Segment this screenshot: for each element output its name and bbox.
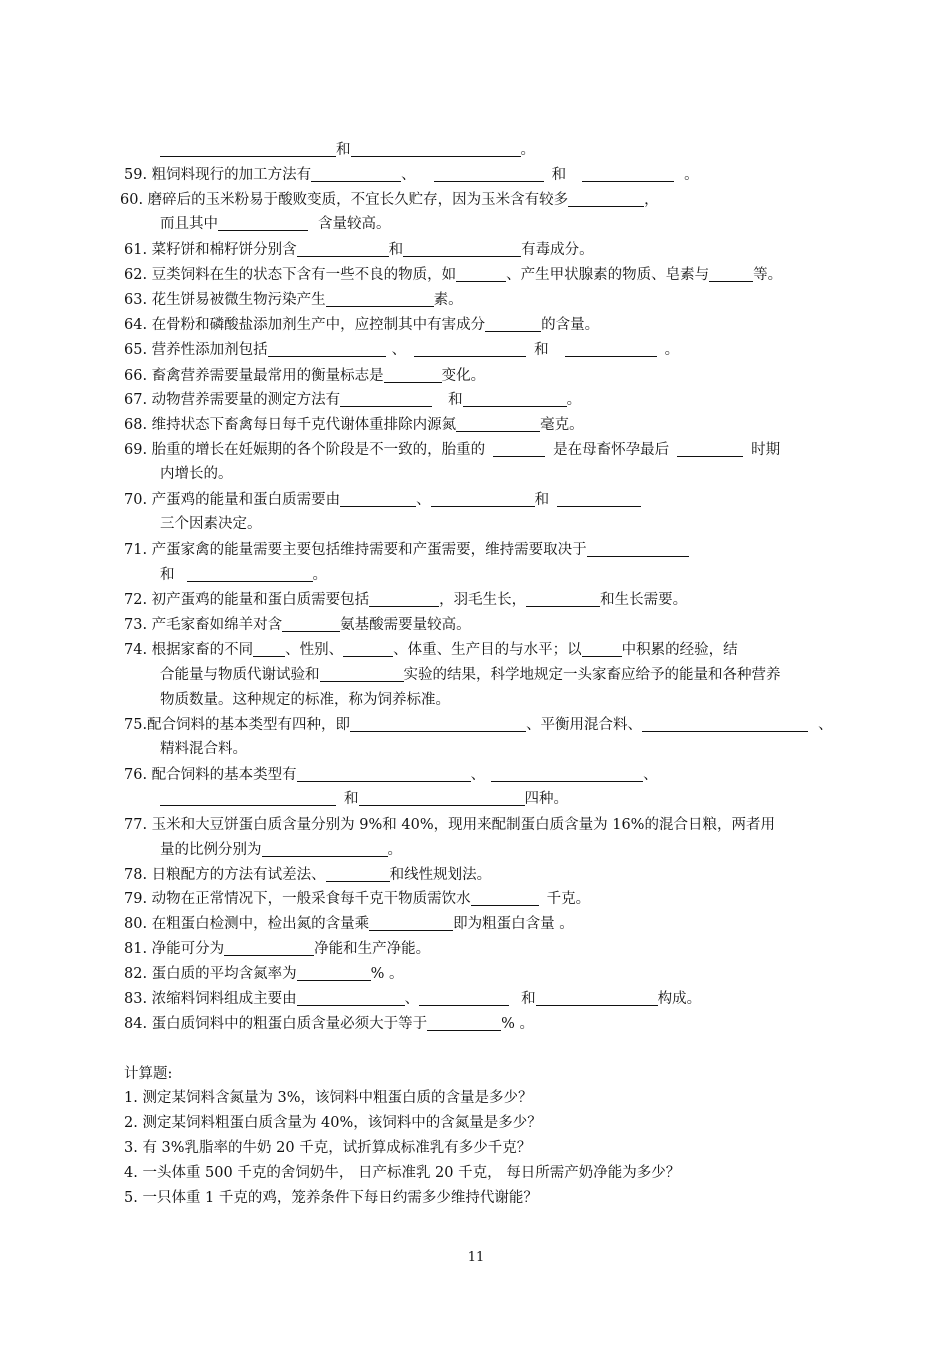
page-number: 11 xyxy=(467,1250,485,1265)
blank[interactable] xyxy=(419,991,509,1006)
question-83: 83. 浓缩料饲料组成主要由 、 和 构成。 xyxy=(124,991,702,1007)
blank[interactable] xyxy=(320,667,404,682)
question-64: 64. 在骨粉和磷酸盐添加剂生产中，应控制其中有害成分 的含量。 xyxy=(124,317,600,333)
blank[interactable] xyxy=(224,941,314,956)
blank[interactable] xyxy=(282,617,340,632)
question-84: 84. 蛋白质饲料中的粗蛋白质含量必须大于等于 % 。 xyxy=(124,1016,535,1032)
blank[interactable] xyxy=(582,167,674,182)
question-78: 78. 日粮配方的方法有试差法、 和线性规划法。 xyxy=(124,867,492,883)
blank[interactable] xyxy=(297,242,389,257)
blank[interactable] xyxy=(160,142,336,157)
blank[interactable] xyxy=(359,791,525,806)
blank[interactable] xyxy=(456,417,540,432)
q58-continuation: 和 。 xyxy=(160,140,535,160)
question-65: 65. 营养性添加剂包括 、 和 。 xyxy=(124,342,680,358)
blank[interactable] xyxy=(350,717,526,732)
question-77: 77. 玉米和大豆饼蛋白质含量分别为 9%和 40%，现用来配制蛋白质含量为 16%的混合日粮，两者用 xyxy=(124,817,775,833)
question-63: 63. 花生饼易被微生物污染产生 素。 xyxy=(124,292,463,308)
blank[interactable] xyxy=(565,342,657,357)
blank[interactable] xyxy=(485,317,541,332)
blank[interactable] xyxy=(262,842,388,857)
question-70: 70. 产蛋鸡的能量和蛋白质需要由 、 和 xyxy=(124,490,641,510)
question-70-line2: 三个因素决定。 xyxy=(160,516,262,532)
calc-item-2: 2. 测定某饲料粗蛋白质含量为 40%，该饲料中的含氮量是多少？ xyxy=(124,1115,542,1131)
blank[interactable] xyxy=(311,167,401,182)
blank[interactable] xyxy=(297,991,405,1006)
blank[interactable] xyxy=(187,567,313,582)
blank[interactable] xyxy=(471,891,539,906)
blank[interactable] xyxy=(582,642,622,657)
calc-item-5: 5. 一只体重 1 千克的鸡，笼养条件下每日约需多少维持代谢能？ xyxy=(124,1190,538,1206)
question-75-line2: 精料混合料。 xyxy=(160,741,247,757)
blank[interactable] xyxy=(297,767,471,782)
question-74: 74. 根据家畜的不同 、性别、 、体重、生产目的与水平；以 中积累的经验，结 xyxy=(124,642,738,658)
question-59: 59. 粗饲料现行的加工方法有 、 和 。 xyxy=(124,167,699,183)
blank[interactable] xyxy=(160,791,336,806)
blank[interactable] xyxy=(218,216,308,231)
question-67: 67. 动物营养需要量的测定方法有 和 。 xyxy=(124,392,582,408)
question-76-line2: 和 四种。 xyxy=(160,789,568,809)
blank[interactable] xyxy=(526,592,600,607)
blank[interactable] xyxy=(456,267,506,282)
question-79: 79. 动物在正常情况下，一般采食每千克干物质需饮水 千克。 xyxy=(124,891,591,907)
question-69-line2: 内增长的。 xyxy=(160,466,233,482)
calc-item-4: 4. 一头体重 500 千克的舍饲奶牛， 日产标准乳 20 千克， 每日所需产奶净能为多少？ xyxy=(124,1165,681,1181)
blank[interactable] xyxy=(491,767,643,782)
blank[interactable] xyxy=(369,592,439,607)
blank[interactable] xyxy=(384,368,442,383)
question-72: 72. 初产蛋鸡的能量和蛋白质需要包括 ，羽毛生长， 和生长需要。 xyxy=(124,592,688,608)
question-74-line2: 合能量与物质代谢试验和 实验的结果，科学地规定一头家畜应给予的能量和各种营养 xyxy=(160,667,781,683)
blank[interactable] xyxy=(340,492,416,507)
blank[interactable] xyxy=(587,542,689,557)
question-61: 61. 菜籽饼和棉籽饼分别含 和 有毒成分。 xyxy=(124,242,594,258)
blank[interactable] xyxy=(493,442,545,457)
question-76: 76. 配合饲料的基本类型有 、 、 xyxy=(124,767,658,783)
blank[interactable] xyxy=(427,1016,501,1031)
blank[interactable] xyxy=(642,717,808,732)
blank[interactable] xyxy=(709,267,753,282)
question-81: 81. 净能可分为 净能和生产净能。 xyxy=(124,941,431,957)
question-62: 62. 豆类饲料在生的状态下含有一些不良的物质，如 、产生甲状腺素的物质、皂素与 等。 xyxy=(124,267,783,283)
question-68: 68. 维持状态下畜禽每日每千克代谢体重排除内源氮 毫克。 xyxy=(124,417,584,433)
question-71: 71. 产蛋家禽的能量需要主要包括维持需要和产蛋需要，维持需要取决于 xyxy=(124,540,689,560)
calc-title: 计算题: xyxy=(124,1066,173,1082)
question-74-line3: 物质数量。这种规定的标准，称为饲养标准。 xyxy=(160,692,450,708)
calc-item-1: 1. 测定某饲料含氮量为 3%，该饲料中粗蛋白质的含量是多少？ xyxy=(124,1090,533,1106)
blank[interactable] xyxy=(677,442,743,457)
question-73: 73. 产毛家畜如绵羊对含 氨基酸需要量较高。 xyxy=(124,617,471,633)
question-69: 69. 胎重的增长在妊娠期的各个阶段是不一致的，胎重的 是在母畜怀孕最后 时期 xyxy=(124,442,781,458)
blank[interactable] xyxy=(568,192,644,207)
question-66: 66. 畜禽营养需要量最常用的衡量标志是 变化。 xyxy=(124,368,486,384)
blank[interactable] xyxy=(326,292,434,307)
blank[interactable] xyxy=(340,392,432,407)
blank[interactable] xyxy=(297,966,371,981)
blank[interactable] xyxy=(326,867,390,882)
question-71-line2: 和 。 xyxy=(160,567,327,583)
question-60-line2: 而且其中 含量较高。 xyxy=(160,216,391,232)
question-77-line2: 量的比例分别为 。 xyxy=(160,842,402,858)
question-75: 75.配合饲料的基本类型有四种，即 、平衡用混合料、 、 xyxy=(124,717,833,733)
question-82: 82. 蛋白质的平均含氮率为 % 。 xyxy=(124,966,404,982)
blank[interactable] xyxy=(557,492,641,507)
blank[interactable] xyxy=(414,342,526,357)
blank[interactable] xyxy=(536,991,658,1006)
blank[interactable] xyxy=(369,916,453,931)
calc-item-3: 3. 有 3%乳脂率的牛奶 20 千克，试折算成标准乳有多少千克？ xyxy=(124,1140,532,1156)
blank[interactable] xyxy=(403,242,521,257)
blank[interactable] xyxy=(351,142,521,157)
blank[interactable] xyxy=(343,642,393,657)
blank[interactable] xyxy=(431,492,535,507)
blank[interactable] xyxy=(253,642,285,657)
blank[interactable] xyxy=(268,342,386,357)
question-60: 60. 磨碎后的玉米粉易于酸败变质，不宜长久贮存，因为玉米含有较多 ， xyxy=(120,192,659,208)
question-80: 80. 在粗蛋白检测中，检出氮的含量乘 即为粗蛋白含量 。 xyxy=(124,916,574,932)
blank[interactable] xyxy=(434,167,544,182)
blank[interactable] xyxy=(463,392,567,407)
